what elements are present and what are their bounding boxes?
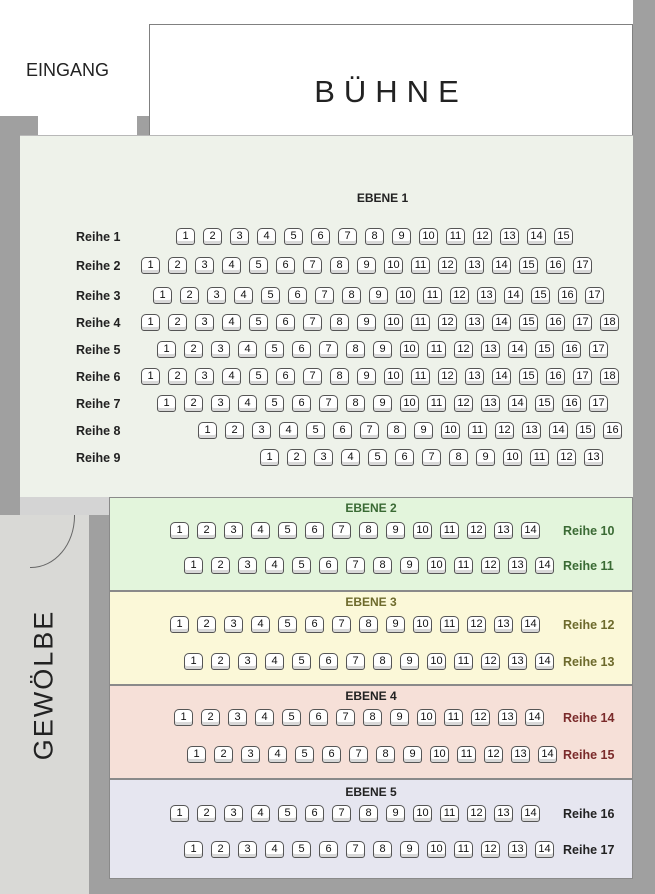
seat[interactable]: 4 [251,616,270,633]
seat[interactable]: 6 [319,557,338,574]
seat[interactable]: 7 [303,368,322,385]
seat[interactable]: 4 [279,422,298,439]
seat[interactable]: 12 [467,522,486,539]
seat[interactable]: 14 [521,522,540,539]
seat[interactable]: 6 [305,522,324,539]
row-label: Reihe 12 [563,618,615,632]
seat[interactable]: 8 [373,557,392,574]
seat[interactable]: 7 [332,805,351,822]
seat[interactable]: 11 [444,709,463,726]
seat[interactable]: 1 [157,395,176,412]
seat[interactable]: 12 [495,422,514,439]
seat[interactable]: 10 [400,341,419,358]
seat[interactable]: 4 [234,287,253,304]
seat[interactable]: 3 [252,422,271,439]
seat[interactable]: 8 [346,395,365,412]
seat[interactable]: 12 [467,805,486,822]
seat[interactable]: 11 [530,449,549,466]
seat[interactable]: 4 [341,449,360,466]
seat[interactable]: 9 [400,653,419,670]
seat[interactable]: 1 [153,287,172,304]
seat[interactable]: 6 [311,228,330,245]
seat[interactable]: 11 [411,314,430,331]
seat[interactable]: 3 [238,841,257,858]
seat[interactable]: 2 [201,709,220,726]
seat[interactable]: 3 [238,653,257,670]
seat[interactable]: 1 [184,841,203,858]
seat[interactable]: 8 [365,228,384,245]
seat[interactable]: 17 [589,395,608,412]
seat[interactable]: 13 [508,557,527,574]
seat[interactable]: 14 [535,557,554,574]
seat[interactable]: 12 [438,314,457,331]
seat[interactable]: 14 [525,709,544,726]
seat[interactable]: 16 [546,257,565,274]
seat[interactable]: 3 [224,805,243,822]
seat[interactable]: 14 [535,653,554,670]
entrance-wall [20,116,38,135]
seat[interactable]: 6 [322,746,341,763]
seat[interactable]: 6 [319,841,338,858]
seat[interactable]: 6 [395,449,414,466]
seat[interactable]: 4 [238,341,257,358]
seat[interactable]: 17 [573,314,592,331]
seat[interactable]: 9 [392,228,411,245]
seat[interactable]: 6 [292,395,311,412]
seat[interactable]: 6 [292,341,311,358]
seat[interactable]: 10 [400,395,419,412]
seat[interactable]: 12 [454,341,473,358]
seat[interactable]: 11 [454,557,473,574]
seat[interactable]: 1 [187,746,206,763]
seat[interactable]: 12 [438,257,457,274]
seat[interactable]: 14 [538,746,557,763]
seat[interactable]: 6 [276,368,295,385]
seat[interactable]: 6 [276,314,295,331]
seat[interactable]: 1 [141,257,160,274]
seat[interactable]: 7 [349,746,368,763]
seat[interactable]: 6 [333,422,352,439]
left-wall [0,116,20,516]
seat[interactable]: 11 [440,616,459,633]
stage-label: BÜHNE [314,73,468,109]
seat[interactable]: 11 [423,287,442,304]
seat[interactable]: 4 [265,557,284,574]
seat[interactable]: 12 [467,616,486,633]
seat[interactable]: 1 [174,709,193,726]
seat[interactable]: 16 [546,368,565,385]
seat[interactable]: 16 [562,341,581,358]
seat[interactable]: 7 [346,841,365,858]
seat[interactable]: 8 [387,422,406,439]
seat[interactable]: 8 [363,709,382,726]
seat[interactable]: 6 [305,616,324,633]
seat[interactable]: 7 [319,341,338,358]
seat[interactable]: 16 [603,422,622,439]
inner-wall [89,497,109,894]
seat[interactable]: 11 [411,257,430,274]
seat[interactable]: 9 [400,841,419,858]
seat[interactable]: 8 [449,449,468,466]
seat[interactable]: 1 [170,616,189,633]
seat[interactable]: 5 [278,522,297,539]
seat[interactable]: 5 [249,368,268,385]
seat[interactable]: 13 [465,314,484,331]
row-label: Reihe 8 [76,424,121,438]
bottom-wall [89,879,655,894]
seat[interactable]: 10 [384,368,403,385]
seat[interactable]: 1 [184,557,203,574]
seat[interactable]: 16 [558,287,577,304]
seat[interactable]: 13 [498,709,517,726]
seat[interactable]: 14 [535,841,554,858]
seat[interactable]: 5 [295,746,314,763]
row-label: Reihe 15 [563,748,615,762]
seat[interactable]: 7 [336,709,355,726]
seat[interactable]: 7 [332,616,351,633]
seat[interactable]: 11 [427,395,446,412]
seat[interactable]: 7 [332,522,351,539]
seat[interactable]: 1 [260,449,279,466]
seat[interactable]: 13 [494,522,513,539]
seat[interactable]: 2 [168,257,187,274]
entrance-label: EINGANG [26,60,110,80]
seat[interactable]: 4 [222,257,241,274]
seat[interactable]: 10 [427,841,446,858]
seat[interactable]: 2 [225,422,244,439]
seat[interactable]: 11 [427,341,446,358]
row-label: Reihe 9 [76,451,121,465]
seat[interactable]: 3 [224,522,243,539]
seat[interactable]: 11 [440,522,459,539]
row-label: Reihe 3 [76,289,121,303]
seat[interactable]: 18 [600,314,619,331]
seat[interactable]: 8 [373,841,392,858]
seat[interactable]: 13 [494,805,513,822]
seat[interactable]: 2 [214,746,233,763]
seat[interactable]: 3 [230,228,249,245]
seat[interactable]: 4 [257,228,276,245]
seat[interactable]: 14 [508,395,527,412]
seat[interactable]: 17 [589,341,608,358]
seat[interactable]: 14 [527,228,546,245]
seat[interactable]: 5 [292,557,311,574]
seat[interactable]: 14 [508,341,527,358]
seat[interactable]: 15 [554,228,573,245]
seat[interactable]: 16 [562,395,581,412]
row-label: Reihe 2 [76,259,121,273]
seat[interactable]: 14 [521,616,540,633]
seat[interactable]: 5 [284,228,303,245]
seat[interactable]: 5 [368,449,387,466]
seat[interactable]: 11 [454,841,473,858]
seat[interactable]: 7 [303,257,322,274]
seat[interactable]: 1 [198,422,217,439]
seat[interactable]: 15 [519,314,538,331]
seat[interactable]: 10 [427,557,446,574]
seat[interactable]: 14 [492,257,511,274]
seat[interactable]: 5 [249,257,268,274]
seat[interactable]: 16 [546,314,565,331]
seat[interactable]: 7 [319,395,338,412]
row-label: Reihe 17 [563,843,615,857]
vault-wall [20,497,109,515]
seat[interactable]: 9 [414,422,433,439]
seat[interactable]: 5 [292,841,311,858]
seat[interactable]: 2 [197,522,216,539]
seat[interactable]: 13 [481,395,500,412]
seat[interactable]: 6 [309,709,328,726]
seat[interactable]: 9 [357,314,376,331]
seat[interactable]: 17 [573,368,592,385]
seat[interactable]: 2 [211,841,230,858]
seat[interactable]: 10 [417,709,436,726]
seat[interactable]: 7 [346,557,365,574]
seat[interactable]: 11 [440,805,459,822]
row-label: Reihe 13 [563,655,615,669]
seat[interactable]: 8 [359,522,378,539]
seat[interactable]: 7 [315,287,334,304]
seat[interactable]: 12 [481,653,500,670]
seat[interactable]: 15 [519,257,538,274]
level-title: EBENE 1 [356,191,409,205]
right-wall [633,0,655,894]
seat[interactable]: 12 [481,557,500,574]
seat[interactable]: 10 [441,422,460,439]
seat[interactable]: 2 [184,395,203,412]
seat[interactable]: 13 [465,368,484,385]
seat[interactable]: 3 [228,709,247,726]
seat[interactable]: 3 [314,449,333,466]
seat[interactable]: 2 [197,805,216,822]
seat[interactable]: 9 [400,557,419,574]
seat[interactable]: 5 [292,653,311,670]
seat[interactable]: 6 [276,257,295,274]
seat[interactable]: 7 [338,228,357,245]
seat[interactable]: 3 [207,287,226,304]
seat[interactable]: 3 [238,557,257,574]
seat[interactable]: 2 [184,341,203,358]
seat[interactable]: 3 [224,616,243,633]
seat[interactable]: 2 [211,653,230,670]
seat[interactable]: 8 [330,314,349,331]
seat[interactable]: 9 [386,522,405,539]
row-label: Reihe 11 [563,559,614,573]
seat[interactable]: 2 [203,228,222,245]
seat[interactable]: 1 [170,805,189,822]
seat[interactable]: 10 [503,449,522,466]
seat[interactable]: 5 [278,805,297,822]
seat[interactable]: 13 [465,257,484,274]
seat[interactable]: 10 [413,805,432,822]
seat[interactable]: 13 [584,449,603,466]
seat[interactable]: 13 [500,228,519,245]
seat[interactable]: 9 [403,746,422,763]
seat[interactable]: 4 [222,368,241,385]
row-label: Reihe 16 [563,807,615,821]
seat[interactable]: 13 [508,841,527,858]
seat[interactable]: 10 [384,257,403,274]
seat[interactable]: 13 [522,422,541,439]
seat[interactable]: 12 [557,449,576,466]
seat[interactable]: 15 [576,422,595,439]
row-label: Reihe 10 [563,524,615,538]
seat[interactable]: 9 [390,709,409,726]
seat[interactable]: 8 [330,368,349,385]
seat[interactable]: 12 [481,841,500,858]
seat[interactable]: 9 [386,616,405,633]
seat[interactable]: 9 [373,395,392,412]
seat[interactable]: 10 [384,314,403,331]
seat[interactable]: 14 [492,314,511,331]
seat[interactable]: 1 [141,368,160,385]
seat[interactable]: 12 [484,746,503,763]
seat[interactable]: 10 [396,287,415,304]
seat[interactable]: 5 [261,287,280,304]
seat[interactable]: 8 [330,257,349,274]
seat[interactable]: 8 [342,287,361,304]
seat[interactable]: 15 [535,395,554,412]
seat[interactable]: 4 [255,709,274,726]
seat[interactable]: 6 [288,287,307,304]
seat[interactable]: 4 [251,522,270,539]
seat[interactable]: 14 [549,422,568,439]
seat[interactable]: 4 [265,841,284,858]
seat[interactable]: 1 [184,653,203,670]
seat[interactable]: 14 [521,805,540,822]
seat[interactable]: 13 [477,287,496,304]
seat[interactable]: 2 [197,616,216,633]
seat[interactable]: 1 [170,522,189,539]
seat[interactable]: 10 [413,616,432,633]
seat[interactable]: 4 [268,746,287,763]
seat[interactable]: 13 [494,616,513,633]
seat[interactable]: 6 [319,653,338,670]
seat[interactable]: 9 [357,257,376,274]
seat[interactable]: 4 [251,805,270,822]
seat[interactable]: 5 [265,341,284,358]
seat[interactable]: 5 [306,422,325,439]
seat[interactable]: 11 [411,368,430,385]
row-label: Reihe 1 [76,230,121,244]
seat[interactable]: 13 [511,746,530,763]
seat[interactable]: 6 [305,805,324,822]
seat[interactable]: 9 [373,341,392,358]
row-label: Reihe 7 [76,397,121,411]
seat[interactable]: 12 [438,368,457,385]
seat[interactable]: 5 [265,395,284,412]
seat[interactable]: 9 [476,449,495,466]
seat[interactable]: 5 [249,314,268,331]
seat[interactable]: 15 [535,341,554,358]
level-title: EBENE 2 [345,501,397,515]
seat[interactable]: 5 [282,709,301,726]
seat[interactable]: 15 [531,287,550,304]
seat[interactable]: 2 [211,557,230,574]
seat[interactable]: 2 [287,449,306,466]
row-label: Reihe 5 [76,343,121,357]
seat[interactable]: 1 [176,228,195,245]
seat[interactable]: 5 [278,616,297,633]
seat[interactable]: 12 [450,287,469,304]
vault-label: GEWÖLBE [28,609,59,761]
seat[interactable]: 2 [168,314,187,331]
seat[interactable]: 7 [303,314,322,331]
seat[interactable]: 12 [454,395,473,412]
seat[interactable]: 3 [195,257,214,274]
level-title: EBENE 3 [345,595,397,609]
seat[interactable]: 14 [492,368,511,385]
seat[interactable]: 3 [211,341,230,358]
seat[interactable]: 9 [386,805,405,822]
row-label: Reihe 14 [563,711,615,725]
seat[interactable]: 3 [241,746,260,763]
seat[interactable]: 12 [473,228,492,245]
seat[interactable]: 9 [357,368,376,385]
seat[interactable]: 4 [238,395,257,412]
seat[interactable]: 15 [519,368,538,385]
seat[interactable]: 7 [346,653,365,670]
seat[interactable]: 17 [585,287,604,304]
seat[interactable]: 4 [265,653,284,670]
seat[interactable]: 14 [504,287,523,304]
seat[interactable]: 10 [430,746,449,763]
seat[interactable]: 7 [422,449,441,466]
level-title: EBENE 4 [345,689,397,703]
seat[interactable]: 1 [157,341,176,358]
seat[interactable]: 17 [573,257,592,274]
seat[interactable]: 3 [195,368,214,385]
seat[interactable]: 4 [222,314,241,331]
level-title: EBENE 5 [345,785,397,799]
seat[interactable]: 2 [168,368,187,385]
seat[interactable]: 3 [211,395,230,412]
seat[interactable]: 11 [446,228,465,245]
seat[interactable]: 11 [468,422,487,439]
seat[interactable]: 8 [346,341,365,358]
seat[interactable]: 8 [359,805,378,822]
seat[interactable]: 11 [454,653,473,670]
seat[interactable]: 10 [413,522,432,539]
seat[interactable]: 2 [180,287,199,304]
seat[interactable]: 10 [427,653,446,670]
row-label: Reihe 6 [76,370,121,384]
seat[interactable]: 9 [369,287,388,304]
seat[interactable]: 12 [471,709,490,726]
seat[interactable]: 8 [376,746,395,763]
row-label: Reihe 4 [76,316,121,330]
seat[interactable]: 1 [141,314,160,331]
seat[interactable]: 3 [195,314,214,331]
seat[interactable]: 11 [457,746,476,763]
seat[interactable]: 13 [481,341,500,358]
seat[interactable]: 13 [508,653,527,670]
seat[interactable]: 18 [600,368,619,385]
seat[interactable]: 8 [373,653,392,670]
seat[interactable]: 7 [360,422,379,439]
seat[interactable]: 10 [419,228,438,245]
seat[interactable]: 8 [359,616,378,633]
